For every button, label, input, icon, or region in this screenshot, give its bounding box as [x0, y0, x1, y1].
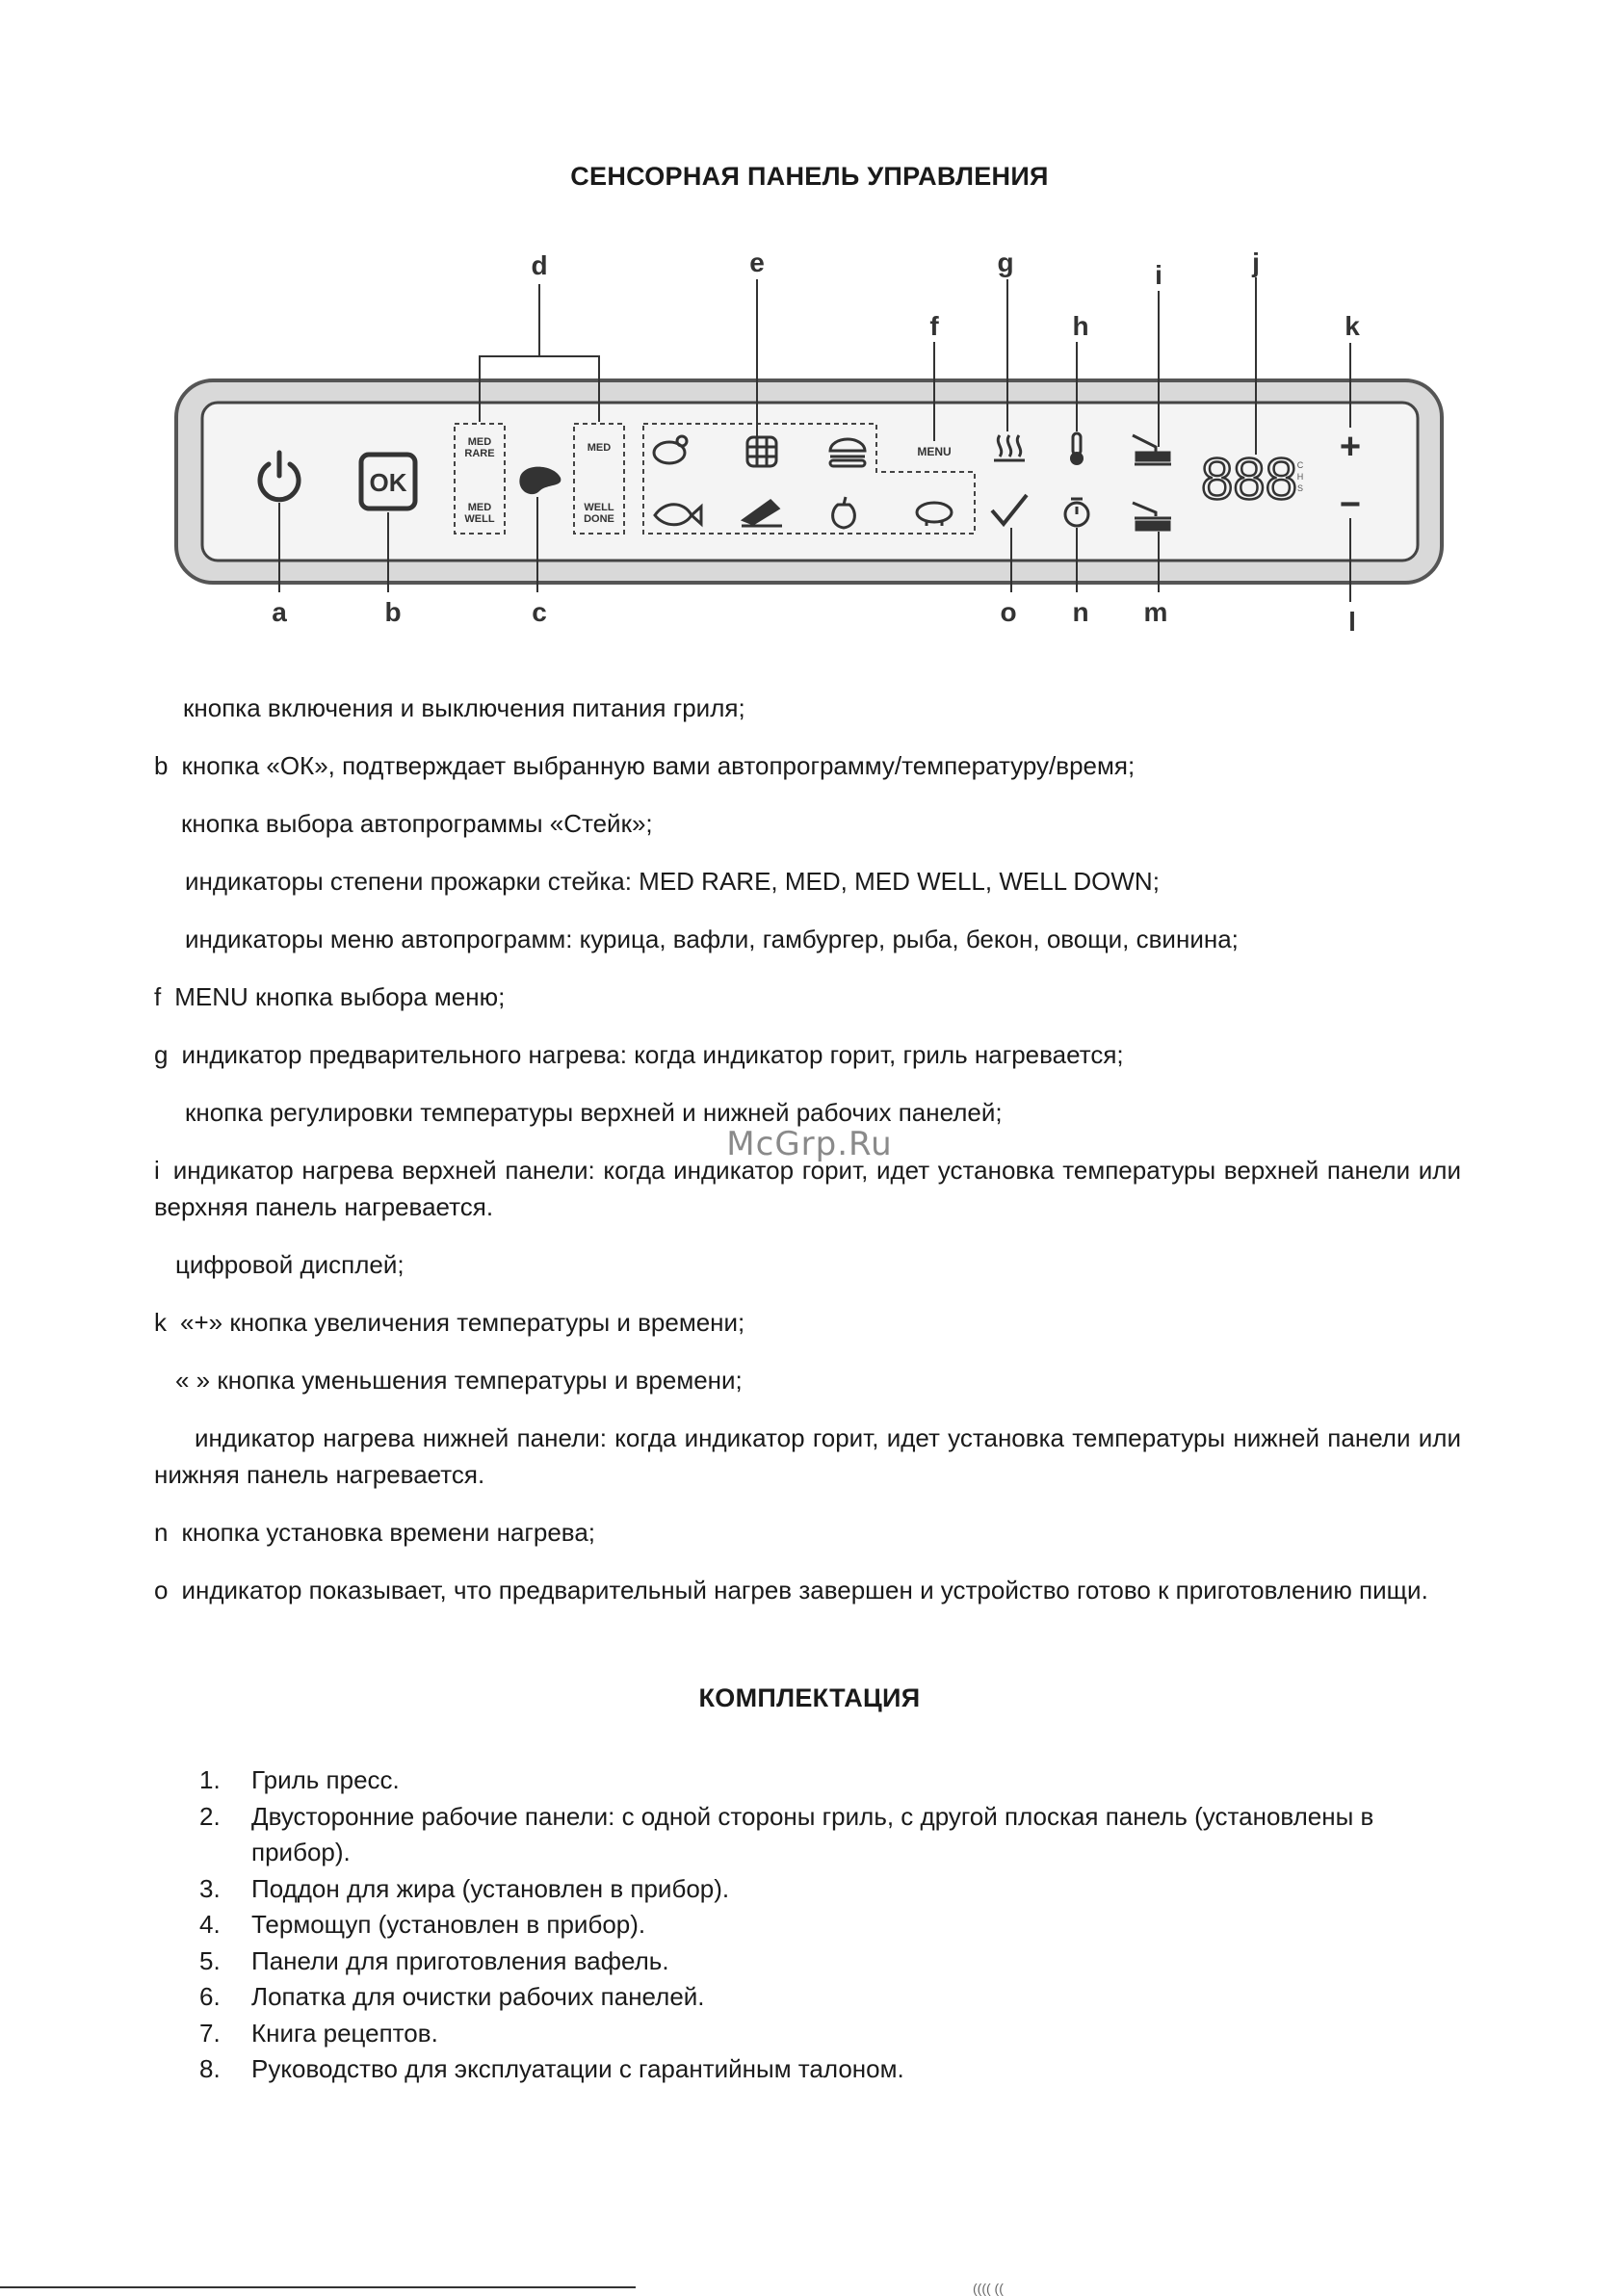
- desc-j: цифровой дисплей;: [175, 1250, 405, 1279]
- svg-text:DONE: DONE: [584, 513, 614, 525]
- list-item: 4. Термощуп (установлен в прибор).: [199, 1910, 646, 1939]
- minus-button: −: [1339, 484, 1362, 525]
- doneness-med-rare: MED: [467, 436, 492, 448]
- callout-i: i: [1155, 260, 1162, 290]
- svg-text:RARE: RARE: [464, 448, 495, 459]
- desc-b: b кнопка «ОК», подтверждает выбранную вами автопрограмму/температуру/время;: [154, 751, 1136, 780]
- desc-g: g индикатор предварительного нагрева: когда индикатор горит, гриль нагревается;: [154, 1040, 1124, 1069]
- list-item: 7. Книга рецептов.: [199, 2018, 438, 2048]
- watermark: McGrp.Ru: [726, 1125, 893, 1163]
- display-unit-s: S: [1296, 483, 1304, 493]
- footer-marks: (((( ((: [973, 2281, 1004, 2296]
- desc-o: o индикатор показывает, что предварительный нагрев завершен и устройство готово к приготовлению пищи.: [154, 1576, 1428, 1605]
- desc-c: кнопка выбора автопрограммы «Стейк»;: [181, 809, 653, 838]
- callout-a: a: [272, 597, 287, 627]
- display-unit-c: C: [1296, 460, 1304, 470]
- list-item: 5. Панели для приготовления вафель.: [199, 1945, 669, 1975]
- desc-n: n кнопка установка времени нагрева;: [154, 1518, 596, 1547]
- list-item: 2. Двусторонние рабочие панели: с одной стороны гриль, с другой плоская панель (установлены в прибор).: [199, 1801, 1374, 1866]
- callout-l: l: [1348, 607, 1356, 637]
- control-panel-diagram: [0, 231, 1619, 645]
- callout-o: o: [1000, 597, 1017, 627]
- list-item: 3. Поддон для жира (установлен в прибор).: [199, 1873, 730, 1903]
- desc-k: k «+» кнопка увеличения температуры и времени;: [154, 1308, 745, 1337]
- doneness-med-well: MED: [467, 502, 492, 513]
- callout-b: b: [384, 597, 402, 627]
- desc-h: кнопка регулировки температуры верхней и нижней рабочих панелей;: [185, 1098, 1003, 1127]
- svg-text:WELL: WELL: [464, 513, 495, 525]
- callout-h: h: [1072, 311, 1089, 341]
- callout-k: k: [1345, 311, 1360, 341]
- ok-button: [361, 455, 415, 509]
- callout-j: j: [1252, 248, 1260, 277]
- list-item: 1. Гриль пресс.: [199, 1765, 400, 1794]
- desc-m: индикатор нагрева нижней панели: когда индикатор горит, идет установка температуры нижней панели или нижняя панель нагревается.: [154, 1423, 1461, 1489]
- display-unit-h: H: [1296, 472, 1304, 482]
- doneness-well-done: WELL: [584, 502, 614, 513]
- kit-list: [199, 1762, 1461, 2088]
- callout-d: d: [531, 250, 548, 280]
- desc-l: « » кнопка уменьшения температуры и времени;: [175, 1366, 743, 1395]
- list-item: 6. Лопатка для очистки рабочих панелей.: [199, 1982, 705, 2011]
- callout-c: c: [532, 597, 547, 627]
- callout-n: n: [1072, 597, 1089, 627]
- page-title: СЕНСОРНАЯ ПАНЕЛЬ УПРАВЛЕНИЯ: [570, 162, 1049, 191]
- footer-rule: [0, 2286, 636, 2288]
- callout-m: m: [1143, 597, 1168, 627]
- desc-a: кнопка включения и выключения питания гриля;: [183, 693, 745, 722]
- doneness-med: MED: [587, 442, 612, 454]
- digital-display: 888: [1200, 447, 1298, 511]
- kit-title: КОМПЛЕКТАЦИЯ: [698, 1683, 921, 1712]
- desc-d: индикаторы степени прожарки стейка: MED RARE, MED, MED WELL, WELL DOWN;: [185, 867, 1160, 896]
- callout-g: g: [997, 248, 1014, 277]
- callout-e: e: [749, 248, 765, 277]
- desc-f: f MENU кнопка выбора меню;: [154, 982, 506, 1011]
- desc-e: индикаторы меню автопрограмм: курица, вафли, гамбургер, рыба, бекон, овощи, свинина;: [185, 925, 1239, 953]
- menu-button: MENU: [917, 445, 952, 458]
- plus-button: +: [1339, 427, 1362, 467]
- callout-f: f: [929, 311, 939, 341]
- list-item: 8. Руководство для эксплуатации с гарантийным талоном.: [199, 2054, 904, 2083]
- ok-label: OK: [369, 468, 407, 497]
- desc-i: i индикатор нагрева верхней панели: когда индикатор горит, идет установка температуры верхней панели или верхняя панель нагревается.: [154, 1156, 1461, 1221]
